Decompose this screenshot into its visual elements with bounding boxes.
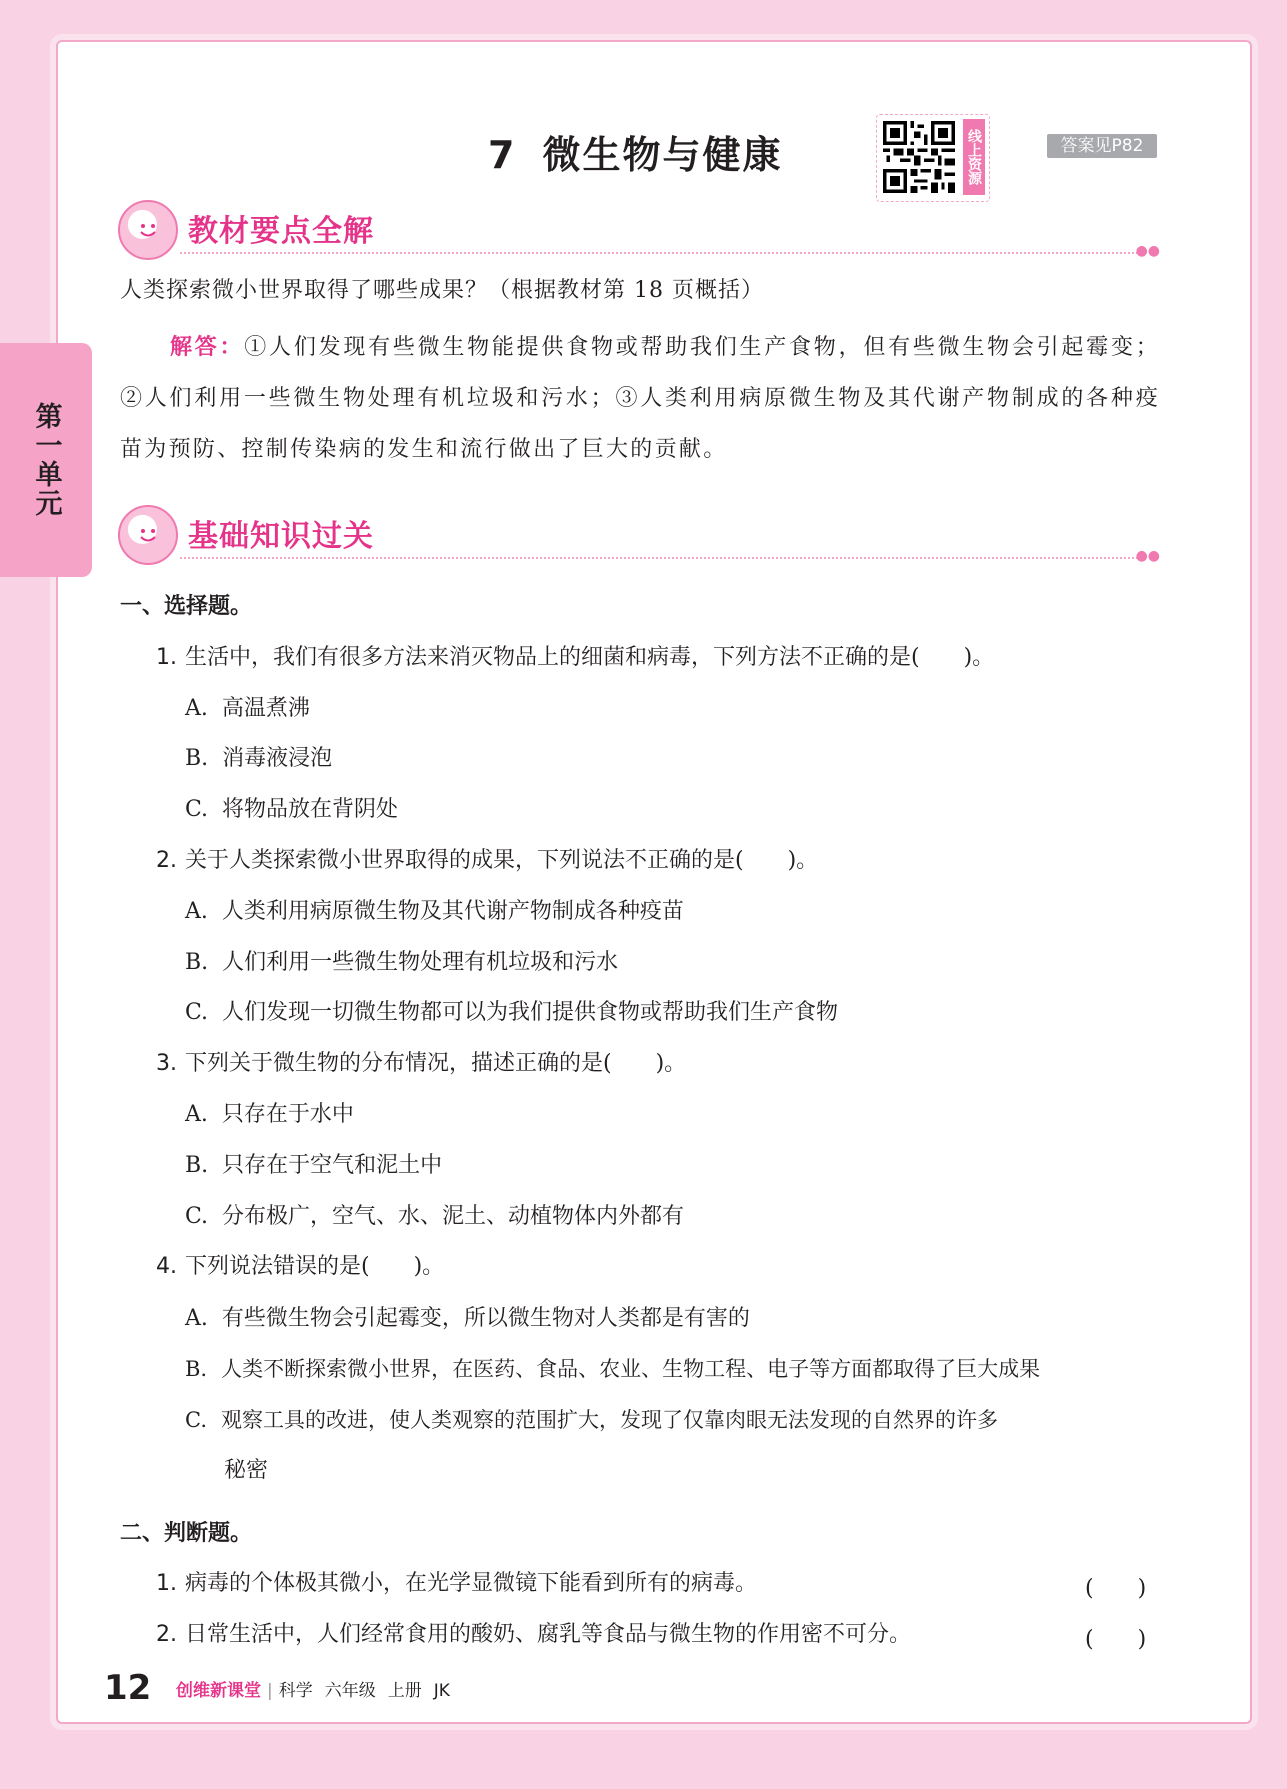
footer-info: 创维新课堂 | 科学 六年级 上册 JK: [176, 1681, 450, 1701]
option[interactable]: C. 观察工具的改进，使人类观察的范围扩大，发现了仅靠肉眼无法发现的自然界的许多: [185, 1408, 998, 1432]
question-number: 1.: [156, 645, 177, 670]
lesson-number: 7: [488, 133, 517, 177]
question-3: [156, 1051, 686, 1077]
question-number: 4.: [156, 1254, 177, 1279]
question-number: 2.: [156, 848, 177, 873]
option[interactable]: A. 人类利用病原微生物及其代谢产物制成各种疫苗: [185, 899, 684, 924]
option[interactable]: A. 高温煮沸: [185, 696, 310, 721]
option[interactable]: C. 分布极广，空气、水、泥土、动植物体内外都有: [185, 1204, 685, 1229]
lesson-title: [488, 124, 782, 179]
option[interactable]: A. 只存在于水中: [185, 1102, 354, 1127]
online-resource-qr[interactable]: [876, 114, 990, 202]
key-point-answer: [120, 322, 1160, 475]
option[interactable]: C. 将物品放在背阴处: [185, 797, 399, 822]
question-text: 日常生活中，人们经常食用的酸奶、腐乳等食品与微生物的作用密不可分。: [185, 1622, 912, 1647]
question-number: 1.: [156, 1571, 177, 1596]
tf-item-1: [156, 1571, 757, 1597]
dotted-divider: [180, 252, 1142, 254]
decor-dots-icon: ●●: [1135, 243, 1160, 259]
section-title: 教材要点全解: [188, 214, 374, 249]
section-header-basics: [118, 505, 1160, 563]
page-number: 12: [104, 1668, 152, 1708]
decor-dots-icon: ●●: [1135, 548, 1160, 564]
answer-label: 解答：: [170, 335, 245, 360]
cartoon-badge-icon: [118, 200, 178, 260]
cartoon-badge-icon: [118, 505, 178, 565]
dotted-divider: [180, 557, 1142, 559]
question-1: [156, 645, 994, 671]
answer-reference-badge: 答案见P82: [1047, 134, 1157, 158]
question-2: [156, 848, 818, 874]
question-text: 关于人类探索微小世界取得的成果，下列说法不正确的是( )。: [185, 848, 819, 873]
option-continuation: 秘密: [224, 1458, 269, 1483]
option[interactable]: B. 人们利用一些微生物处理有机垃圾和污水: [185, 950, 619, 975]
part-title-choice: 一、选择题。: [120, 594, 253, 619]
question-text: 下列关于微生物的分布情况，描述正确的是( )。: [185, 1051, 687, 1076]
part-title-true-false: 二、判断题。: [120, 1521, 253, 1546]
answer-blank[interactable]: ( ): [1085, 1576, 1147, 1601]
question-4: [156, 1254, 444, 1280]
option[interactable]: B. 只存在于空气和泥土中: [185, 1153, 443, 1178]
option[interactable]: A. 有些微生物会引起霉变，所以微生物对人类都是有害的: [185, 1306, 750, 1331]
section-title: 基础知识过关: [188, 519, 374, 554]
smile-icon: [136, 523, 160, 545]
question-text: 病毒的个体极其微小，在光学显微镜下能看到所有的病毒。: [185, 1571, 758, 1596]
lesson-name: 微生物与健康: [542, 133, 783, 177]
qr-code-icon: [883, 121, 955, 193]
question-text: 生活中，我们有很多方法来消灭物品上的细菌和病毒，下列方法不正确的是( )。: [185, 645, 995, 670]
answer-blank[interactable]: ( ): [1085, 1627, 1147, 1652]
question-number: 2.: [156, 1622, 177, 1647]
option[interactable]: C. 人们发现一切微生物都可以为我们提供食物或帮助我们生产食物: [185, 1000, 839, 1025]
option[interactable]: B. 消毒液浸泡: [185, 746, 333, 771]
option[interactable]: B. 人类不断探索微小世界，在医药、食品、农业、生物工程、电子等方面都取得了巨大成果: [185, 1357, 1041, 1381]
unit-side-tab: [0, 343, 92, 577]
unit-label: 第一单元: [30, 402, 62, 518]
answer-text: ①人们发现有些微生物能提供食物或帮助我们生产食物，但有些微生物会引起霉变；②人们利用一些微生物处理有机垃圾和污水；③人类利用病原微生物及其代谢产物制成的各种疫苗为预防、控制传染病的发生和流行做出了巨大的贡献。: [120, 335, 1161, 462]
smile-icon: [136, 218, 160, 240]
key-point-question: 人类探索微小世界取得了哪些成果？（根据教材第 18 页概括）: [120, 278, 764, 303]
qr-resource-label: 线上资源: [963, 119, 985, 195]
tf-item-2: [156, 1622, 911, 1648]
question-number: 3.: [156, 1051, 177, 1076]
section-header-key-points: [118, 200, 1160, 258]
brand-name: 创维新课堂: [176, 1681, 261, 1701]
question-text: 下列说法错误的是( )。: [185, 1254, 445, 1279]
